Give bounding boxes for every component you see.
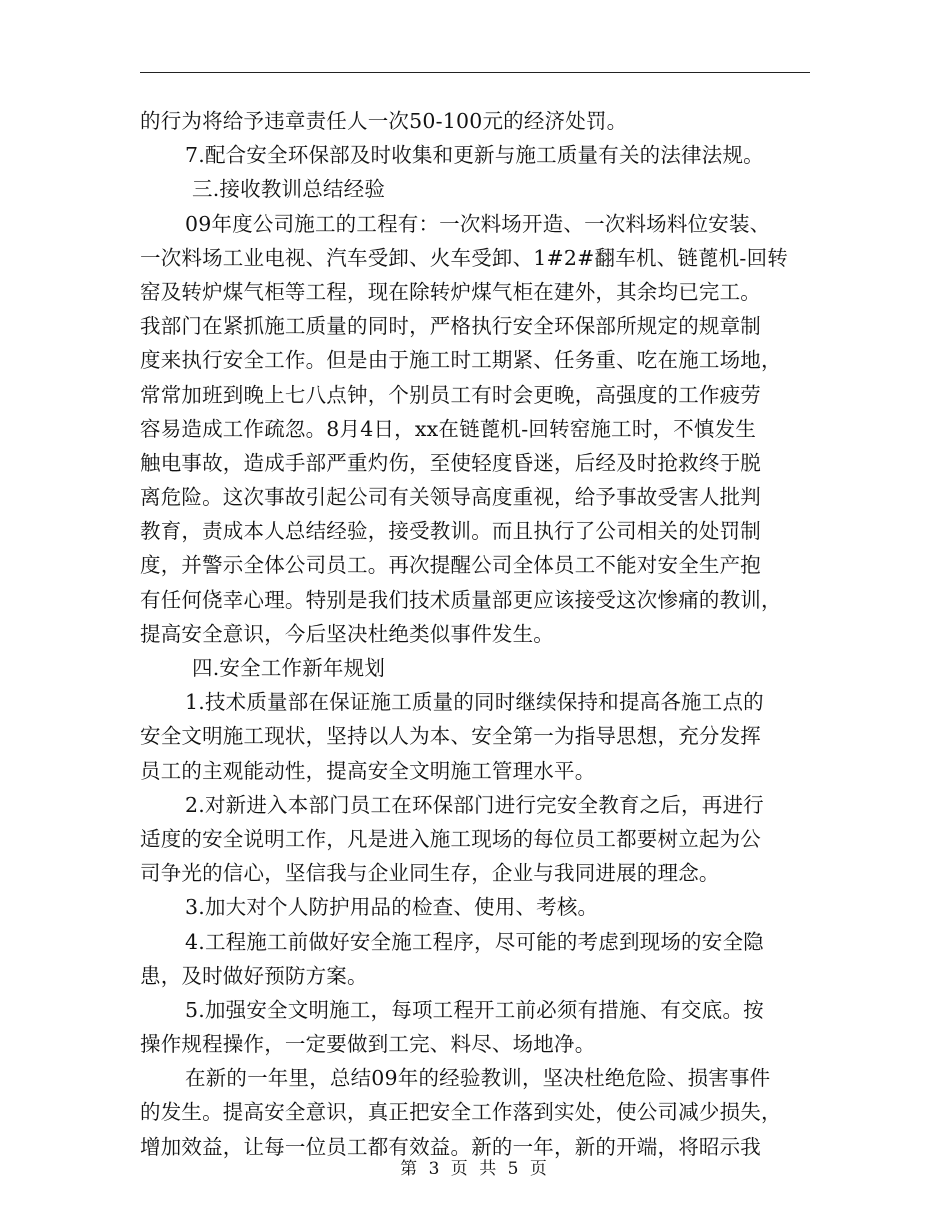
paragraph-line: 触电事故，造成手部严重灼伤，至使轻度昏迷，后经及时抢救终于脱 [140,450,761,475]
paragraph-line: 窑及转炉煤气柜等工程，现在除转炉煤气柜在建外，其余均已完工。 [140,279,761,304]
paragraph-line: 操作规程操作，一定要做到工完、料尽、场地净。 [140,1032,596,1057]
paragraph-line: 我部门在紧抓施工质量的同时，严格执行安全环保部所规定的规章制 [140,314,761,339]
paragraph-line: 09年度公司施工的工程有：一次料场开造、一次料场料位安装、 [185,211,771,236]
paragraph-line: 2.对新进入本部门员工在环保部门进行完安全教育之后，再进行 [185,792,764,817]
paragraph-line: 有任何侥幸心理。特别是我们技术质量部更应该接受这次惨痛的教训， [140,587,782,612]
paragraph-line: 增加效益，让每一位员工都有效益。新的一年，新的开端，将昭示我 [140,1134,761,1159]
paragraph-line: 一次料场工业电视、汽车受卸、火车受卸、1#2#翻车机、链蓖机-回转 [140,245,788,270]
paragraph-line: 三.接收教训总结经验 [192,177,386,202]
paragraph-line: 3.加大对个人防护用品的检查、使用、考核。 [185,895,599,920]
paragraph-line: 容易造成工作疏忽。8月4日，xx在链蓖机-回转窑施工时，不慎发生 [140,416,757,441]
paragraph-line: 适度的安全说明工作，凡是进入施工现场的每位员工都要树立起为公 [140,826,761,851]
document-body [140,104,810,1164]
paragraph-line: 的行为将给予违章责任人一次50-100元的经济处罚。 [140,109,628,133]
paragraph-line: 5.加强安全文明施工，每项工程开工前必须有措施、有交底。按 [185,997,764,1022]
paragraph-line: 提高安全意识，今后坚决杜绝类似事件发生。 [140,621,554,646]
paragraph-line: 患，及时做好预防方案。 [140,963,368,988]
paragraph-line: 教育，责成本人总结经验，接受教训。而且执行了公司相关的处罚制 [140,519,761,544]
page-number-footer: 第 3 页 共 5 页 [400,1159,550,1179]
paragraph-line: 离危险。这次事故引起公司有关领导高度重视，给予事故受害人批判 [140,485,761,510]
paragraph-line: 1.技术质量部在保证施工质量的同时继续保持和提高各施工点的 [185,690,764,715]
paragraph-line: 司争光的信心，坚信我与企业同生存，企业与我同进展的理念。 [140,861,720,886]
paragraph-line: 度来执行安全工作。但是由于施工时工期紧、任务重、吃在施工场地， [140,348,782,373]
paragraph-line: 常常加班到晚上七八点钟，个别员工有时会更晚，高强度的工作疲劳 [140,382,761,407]
paragraph-line: 4.工程施工前做好安全施工程序，尽可能的考虑到现场的安全隐 [185,929,764,954]
paragraph-line: 7.配合安全环保部及时收集和更新与施工质量有关的法律法规。 [185,143,764,168]
paragraph-line: 的发生。提高安全意识，真正把安全工作落到实处，使公司减少损失， [140,1100,782,1125]
paragraph-line: 在新的一年里，总结09年的经验教训，坚决杜绝危险、损害事件 [185,1066,771,1091]
paragraph-line: 员工的主观能动性，提高安全文明施工管理水平。 [140,758,596,783]
paragraph-line: 四.安全工作新年规划 [192,656,386,680]
paragraph-line: 度，并警示全体公司员工。再次提醒公司全体员工不能对安全生产抱 [140,553,761,578]
header-rule [140,72,810,73]
paragraph-line: 安全文明施工现状，坚持以人为本、安全第一为指导思想，充分发挥 [140,724,761,749]
